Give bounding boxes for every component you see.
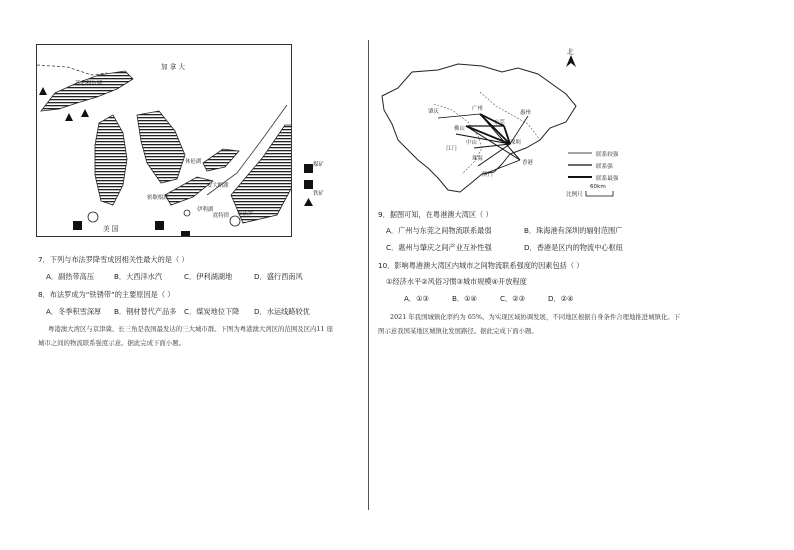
q8-stem: 8．布法罗成为“铁锈带”的主要原因是（ ）	[38, 290, 175, 299]
q9-option-d[interactable]: D．香港是区内的物流中心枢纽	[524, 243, 623, 252]
city-huizhou: 惠州	[520, 110, 531, 116]
legend-coal: 煤矿	[313, 162, 325, 168]
city-jiangmen: 江门	[446, 146, 457, 152]
border-line	[37, 65, 107, 75]
country-canada: 加 拿 大	[161, 63, 185, 71]
scale-bar	[585, 190, 615, 198]
column-divider	[368, 40, 369, 510]
intro1-line1: 粤港澳大湾区与京津冀、长三角是我国最发达的三大城市群。下图为粤港澳大湾区的范围及区内11 座	[48, 325, 333, 333]
lake-superior	[41, 71, 133, 111]
q8-option-c[interactable]: C．煤炭地位下降	[184, 307, 240, 316]
region-outline	[382, 64, 576, 192]
city-guangzhou: 广州	[472, 106, 483, 112]
lake-erie	[165, 177, 213, 205]
city-zhaoqing: 肇庆	[428, 109, 439, 115]
coal-icon	[73, 221, 82, 230]
city-hongkong: 香港	[522, 160, 533, 166]
label-ontario: 安大略湖	[207, 183, 229, 189]
label-detroit: 底特律	[213, 213, 230, 219]
intro2-line1: 2021 年我国城镇化率约为 65%。为实现区域协调发展，不同地区根据自身条件合理地推进城镇化。下	[390, 313, 681, 321]
iron-ore-icon	[81, 109, 89, 117]
city-foshan: 佛山	[454, 126, 465, 132]
legend-weak: 联系较强	[596, 152, 619, 158]
intro2-line2: 图示意我国某地区城镇化发展路径。据此完成下面小题。	[378, 327, 538, 335]
legend-strong: 联系强	[596, 164, 613, 170]
gba-map	[378, 44, 588, 204]
label-huron: 休伦湖	[185, 159, 202, 165]
label-superior: 苏必利尔湖	[75, 81, 102, 87]
city-zhongshan: 中山	[466, 140, 477, 146]
legend-iron: 铁矿	[313, 191, 325, 197]
q7-option-d[interactable]: D．盛行西南风	[254, 272, 303, 281]
q8-option-a[interactable]: A．冬季积雪深厚	[46, 307, 102, 316]
coal-icon	[155, 221, 164, 230]
q10-option-c[interactable]: C．②③	[500, 294, 526, 303]
q10-option-d[interactable]: D．②④	[548, 294, 574, 303]
q7-option-b[interactable]: B．大西洋水汽	[114, 272, 163, 281]
link-legend-lines	[566, 148, 596, 184]
lake-ontario	[203, 149, 239, 171]
label-buffalo: 布法罗	[237, 211, 254, 217]
q7-option-c[interactable]: C．伊利湖湖地	[184, 272, 233, 281]
country-usa: 美 国	[103, 225, 119, 233]
city-circle	[88, 212, 98, 222]
coal-icon	[304, 164, 313, 173]
lake-huron	[137, 111, 185, 183]
q9-option-c[interactable]: C．惠州与肇庆之间产业互补性强	[386, 243, 492, 252]
lake-michigan	[95, 115, 127, 205]
iron-ore-icon	[39, 87, 47, 95]
city-zhuhai: 珠海	[472, 156, 483, 162]
great-lakes-map	[36, 44, 292, 237]
q10-option-a[interactable]: A．①③	[404, 294, 429, 303]
q10-option-b[interactable]: B．①④	[452, 294, 478, 303]
q9-stem: 9．据图可知，在粤港澳大湾区（ ）	[378, 210, 493, 219]
great-lakes-map-svg	[37, 45, 292, 237]
coal-icon	[181, 231, 190, 237]
q9-option-b[interactable]: B．珠海港有深圳的辐射范围广	[524, 226, 623, 235]
city-circle	[184, 210, 190, 216]
city-macau: 澳门	[482, 172, 493, 178]
city-shenzhen: 深圳	[510, 140, 521, 146]
q7-stem: 7．下列与布法罗降雪成因相关性最大的是（ ）	[38, 255, 189, 264]
q10-factors: ①经济水平②风俗习惯③城市规模④开放程度	[386, 277, 527, 286]
label-erie: 伊利湖	[197, 207, 214, 213]
scale-value: 60km	[590, 184, 606, 190]
q9-option-a[interactable]: A．广州与东莞之间物流联系最弱	[386, 226, 492, 235]
label-michigan: 密歇根湖	[147, 195, 169, 201]
city-circle	[230, 216, 240, 226]
city-dongguan: 东莞	[494, 120, 505, 126]
iron-ore-icon	[65, 113, 73, 121]
north-arrow-icon	[565, 54, 577, 68]
scale-label: 比例尺	[566, 192, 583, 198]
q10-stem: 10．影响粤港澳大湾区内城市之间物流联系强度的因素包括（ ）	[378, 261, 584, 270]
iron-ore-icon	[304, 198, 313, 206]
coal-icon	[304, 180, 313, 189]
intro1-line2: 城市之间的物流联系强度示意。据此完成下面小题。	[38, 339, 185, 347]
north-label: 北	[567, 48, 574, 56]
legend-strongest: 联系最强	[596, 176, 619, 182]
q8-option-b[interactable]: B．钢材替代产品多	[114, 307, 177, 316]
q8-option-d[interactable]: D．水运线路较优	[254, 307, 310, 316]
q7-option-a[interactable]: A．副热带高压	[46, 272, 95, 281]
